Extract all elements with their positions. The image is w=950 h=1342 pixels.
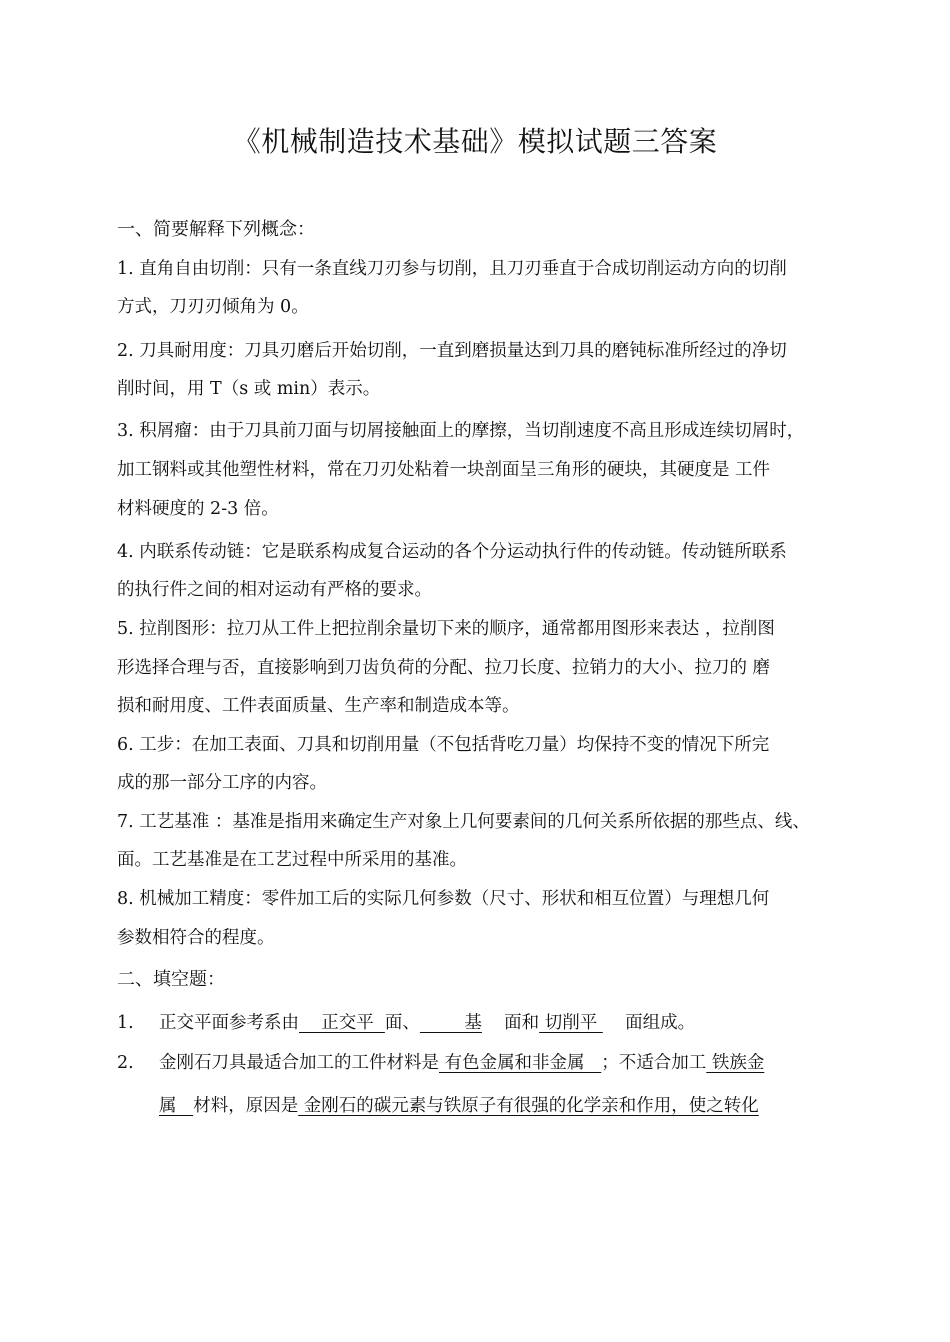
concept-6-line-1: 6. 工步：在加工表面、刀具和切削用量（不包括背吃刀量）均保持不变的情况下所完 [117,735,770,755]
answer-blank: 切削平 [539,1013,603,1033]
answer-blank: 正交平 [299,1013,385,1033]
question-text: 面、 [384,1013,420,1033]
answer-blank: 基 [419,1013,482,1033]
concept-4-line-2: 的执行件之间的相对运动有严格的要求。 [117,580,432,600]
question-number: 1. [117,1013,134,1033]
fill-question-2-line-2 [159,1093,759,1119]
answer-blank: 铁族金 [706,1053,765,1073]
question-text: 面组成。 [602,1013,696,1033]
section-1-heading: 一、简要解释下列概念： [117,219,315,240]
concept-5-line-2: 形选择合理与否，直接影响到刀齿负荷的分配、拉刀长度、拉销力的大小、拉刀的 磨 [117,658,771,678]
concept-5-line-3: 损和耐用度、工件表面质量、生产率和制造成本等。 [117,696,520,716]
concept-5-line-1: 5. 拉削图形：拉刀从工件上把拉削余量切下来的顺序，通常都用图形来表达 ，拉削图 [117,619,775,639]
concept-1-line-1: 1. 直角自由切削：只有一条直线刀刃参与切削，且刀刃垂直于合成切削运动方向的切削 [117,259,787,279]
concept-8-line-1: 8. 机械加工精度：零件加工后的实际几何参数（尺寸、形状和相互位置）与理想几何 [117,889,770,909]
concept-3-line-1: 3. 积屑瘤：由于刀具前刀面与切屑接触面上的摩擦，当切削速度不高且形成连续切屑时， [117,421,805,441]
concept-2-line-1: 2. 刀具耐用度：刀具刃磨后开始切削，一直到磨损量达到刀具的磨钝标准所经过的净切 [117,341,787,361]
concept-3-line-3: 材料硬度的 2-3 倍。 [117,499,279,519]
concept-7-line-1: 7. 工艺基准 ：基准是指用来确定生产对象上几何要素间的几何关系所依据的那些点、线、 [117,812,810,832]
question-text: ；不适合加工 [601,1053,707,1073]
concept-6-line-2: 成的那一部分工序的内容。 [117,773,327,793]
concept-4-line-1: 4. 内联系传动链：它是联系构成复合运动的各个分运动执行件的传动链。传动链所联系 [117,542,787,562]
question-text: 材料，原因是 [193,1096,299,1116]
question-text: 面和 [481,1013,540,1033]
question-text: 正交平面参考系由 [159,1013,299,1033]
concept-1-line-2: 方式，刀刃刃倾角为 0。 [117,297,309,317]
concept-2-line-2: 削时间，用 T（s 或 min）表示。 [117,379,381,399]
fill-question-1 [117,1010,695,1036]
answer-blank: 属 [159,1096,194,1116]
fill-question-2-line-1 [117,1050,764,1076]
question-number: 2. [117,1053,134,1073]
answer-blank: 有色金属和非金属 [439,1053,602,1073]
question-text: 金刚石刀具最适合加工的工件材料是 [159,1053,439,1073]
section-2-heading: 二、填空题： [117,969,225,990]
concept-7-line-2: 面。工艺基准是在工艺过程中所采用的基准。 [117,850,467,870]
document-title: 《机械制造技术基础》模拟试题三答案 [232,125,718,158]
concept-8-line-2: 参数相符合的程度。 [117,928,275,948]
concept-3-line-2: 加工钢料或其他塑性材料，常在刀刃处粘着一块剖面呈三角形的硬块，其硬度是 工件 [117,460,771,480]
answer-blank: 金刚石的碳元素与铁原子有很强的化学亲和作用，使之转化 [298,1096,759,1116]
